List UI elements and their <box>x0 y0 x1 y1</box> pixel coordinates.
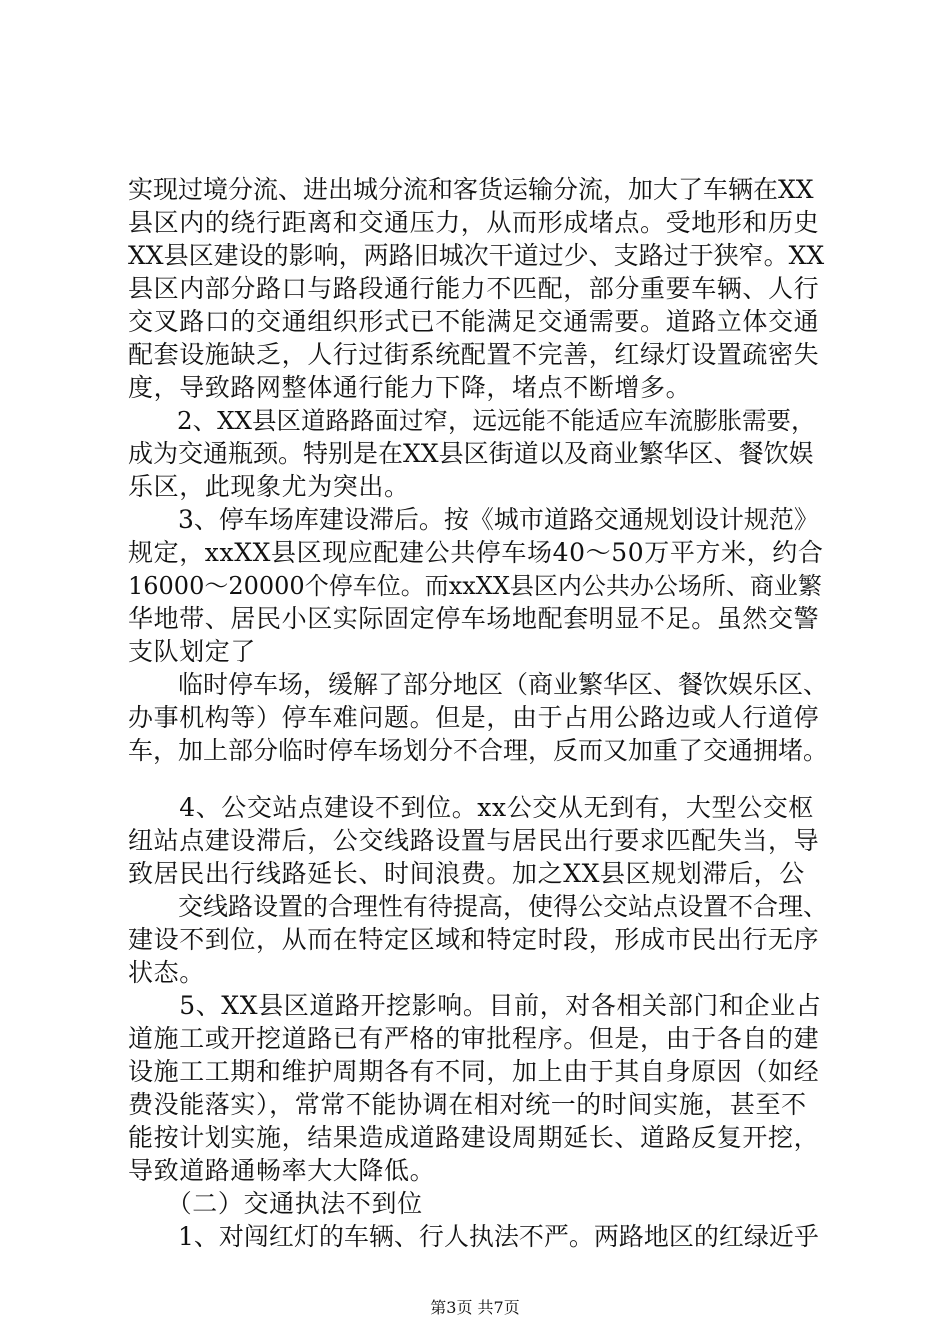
body-line: 临时停车场，缓解了部分地区（商业繁华区、餐饮娱乐区、 <box>128 670 829 699</box>
body-line: 致居民出行线路延长、时间浪费。加之XX县区规划滞后，公 <box>128 859 805 888</box>
body-line: 县区内部分路口与路段通行能力不匹配，部分重要车辆、人行 <box>128 274 820 303</box>
body-line: 费没能落实），常常不能协调在相对统一的时间实施，甚至不 <box>128 1090 807 1119</box>
body-line: 4、公交站点建设不到位。xx公交从无到有，大型公交枢 <box>128 793 814 822</box>
body-line: 办事机构等）停车难问题。但是，由于占用公路边或人行道停 <box>128 703 820 732</box>
body-line: 规定，xxXX县区现应配建公共停车场40～50万平方米，约合 <box>128 538 824 567</box>
body-line: 县区内的绕行距离和交通压力，从而形成堵点。受地形和历史 <box>128 208 820 237</box>
body-line: 度，导致路网整体通行能力下降，堵点不断增多。 <box>128 373 692 402</box>
body-line: 乐区，此现象尤为突出。 <box>128 472 410 501</box>
body-line: XX县区建设的影响，两路旧城次干道过少、支路过于狭窄。XX <box>128 241 825 270</box>
body-line: 状态。 <box>128 958 205 987</box>
body-line: 配套设施缺乏，人行过街系统配置不完善，红绿灯设置疏密失 <box>128 340 820 369</box>
body-line: 能按计划实施，结果造成道路建设周期延长、道路反复开挖， <box>128 1123 820 1152</box>
body-line: 交叉路口的交通组织形式已不能满足交通需要。道路立体交通 <box>128 307 820 336</box>
page-footer: 第3页 共7页 <box>430 1298 520 1317</box>
body-line: 5、XX县区道路开挖影响。目前，对各相关部门和企业占 <box>128 991 822 1020</box>
body-line: 纽站点建设滞后，公交线路设置与居民出行要求匹配失当，导 <box>128 826 820 855</box>
body-line: 成为交通瓶颈。特别是在XX县区街道以及商业繁华区、餐饮娱 <box>128 439 814 468</box>
body-line: 2、XX县区道路路面过窄，远远能不能适应车流膨胀需要， <box>128 406 816 435</box>
body-line: 车，加上部分临时停车场划分不合理，反而又加重了交通拥堵。 <box>128 736 829 765</box>
body-line: 支队划定了 <box>128 637 257 666</box>
body-line: 3、停车场库建设滞后。按《城市道路交通规划设计规范》 <box>128 505 819 534</box>
body-line: 16000～20000个停车位。而xxXX县区内公共办公场所、商业繁 <box>128 572 822 600</box>
body-line: 导致道路通畅率大大降低。 <box>128 1156 436 1185</box>
body-line: 1、对闯红灯的车辆、行人执法不严。两路地区的红绿近乎 <box>128 1222 819 1251</box>
body-line: 交线路设置的合理性有待提高，使得公交站点设置不合理、 <box>128 892 829 921</box>
section-heading: （二）交通执法不到位 <box>128 1189 423 1218</box>
body-line: 建设不到位，从而在特定区域和特定时段，形成市民出行无序 <box>128 925 820 954</box>
body-line: 道施工或开挖道路已有严格的审批程序。但是，由于各自的建 <box>128 1024 820 1053</box>
body-line: 实现过境分流、进出城分流和客货运输分流，加大了车辆在XX <box>128 175 814 204</box>
body-line: 华地带、居民小区实际固定停车场地配套明显不足。虽然交警 <box>128 604 820 633</box>
body-line: 设施工工期和维护周期各有不同，加上由于其自身原因（如经 <box>128 1057 820 1086</box>
